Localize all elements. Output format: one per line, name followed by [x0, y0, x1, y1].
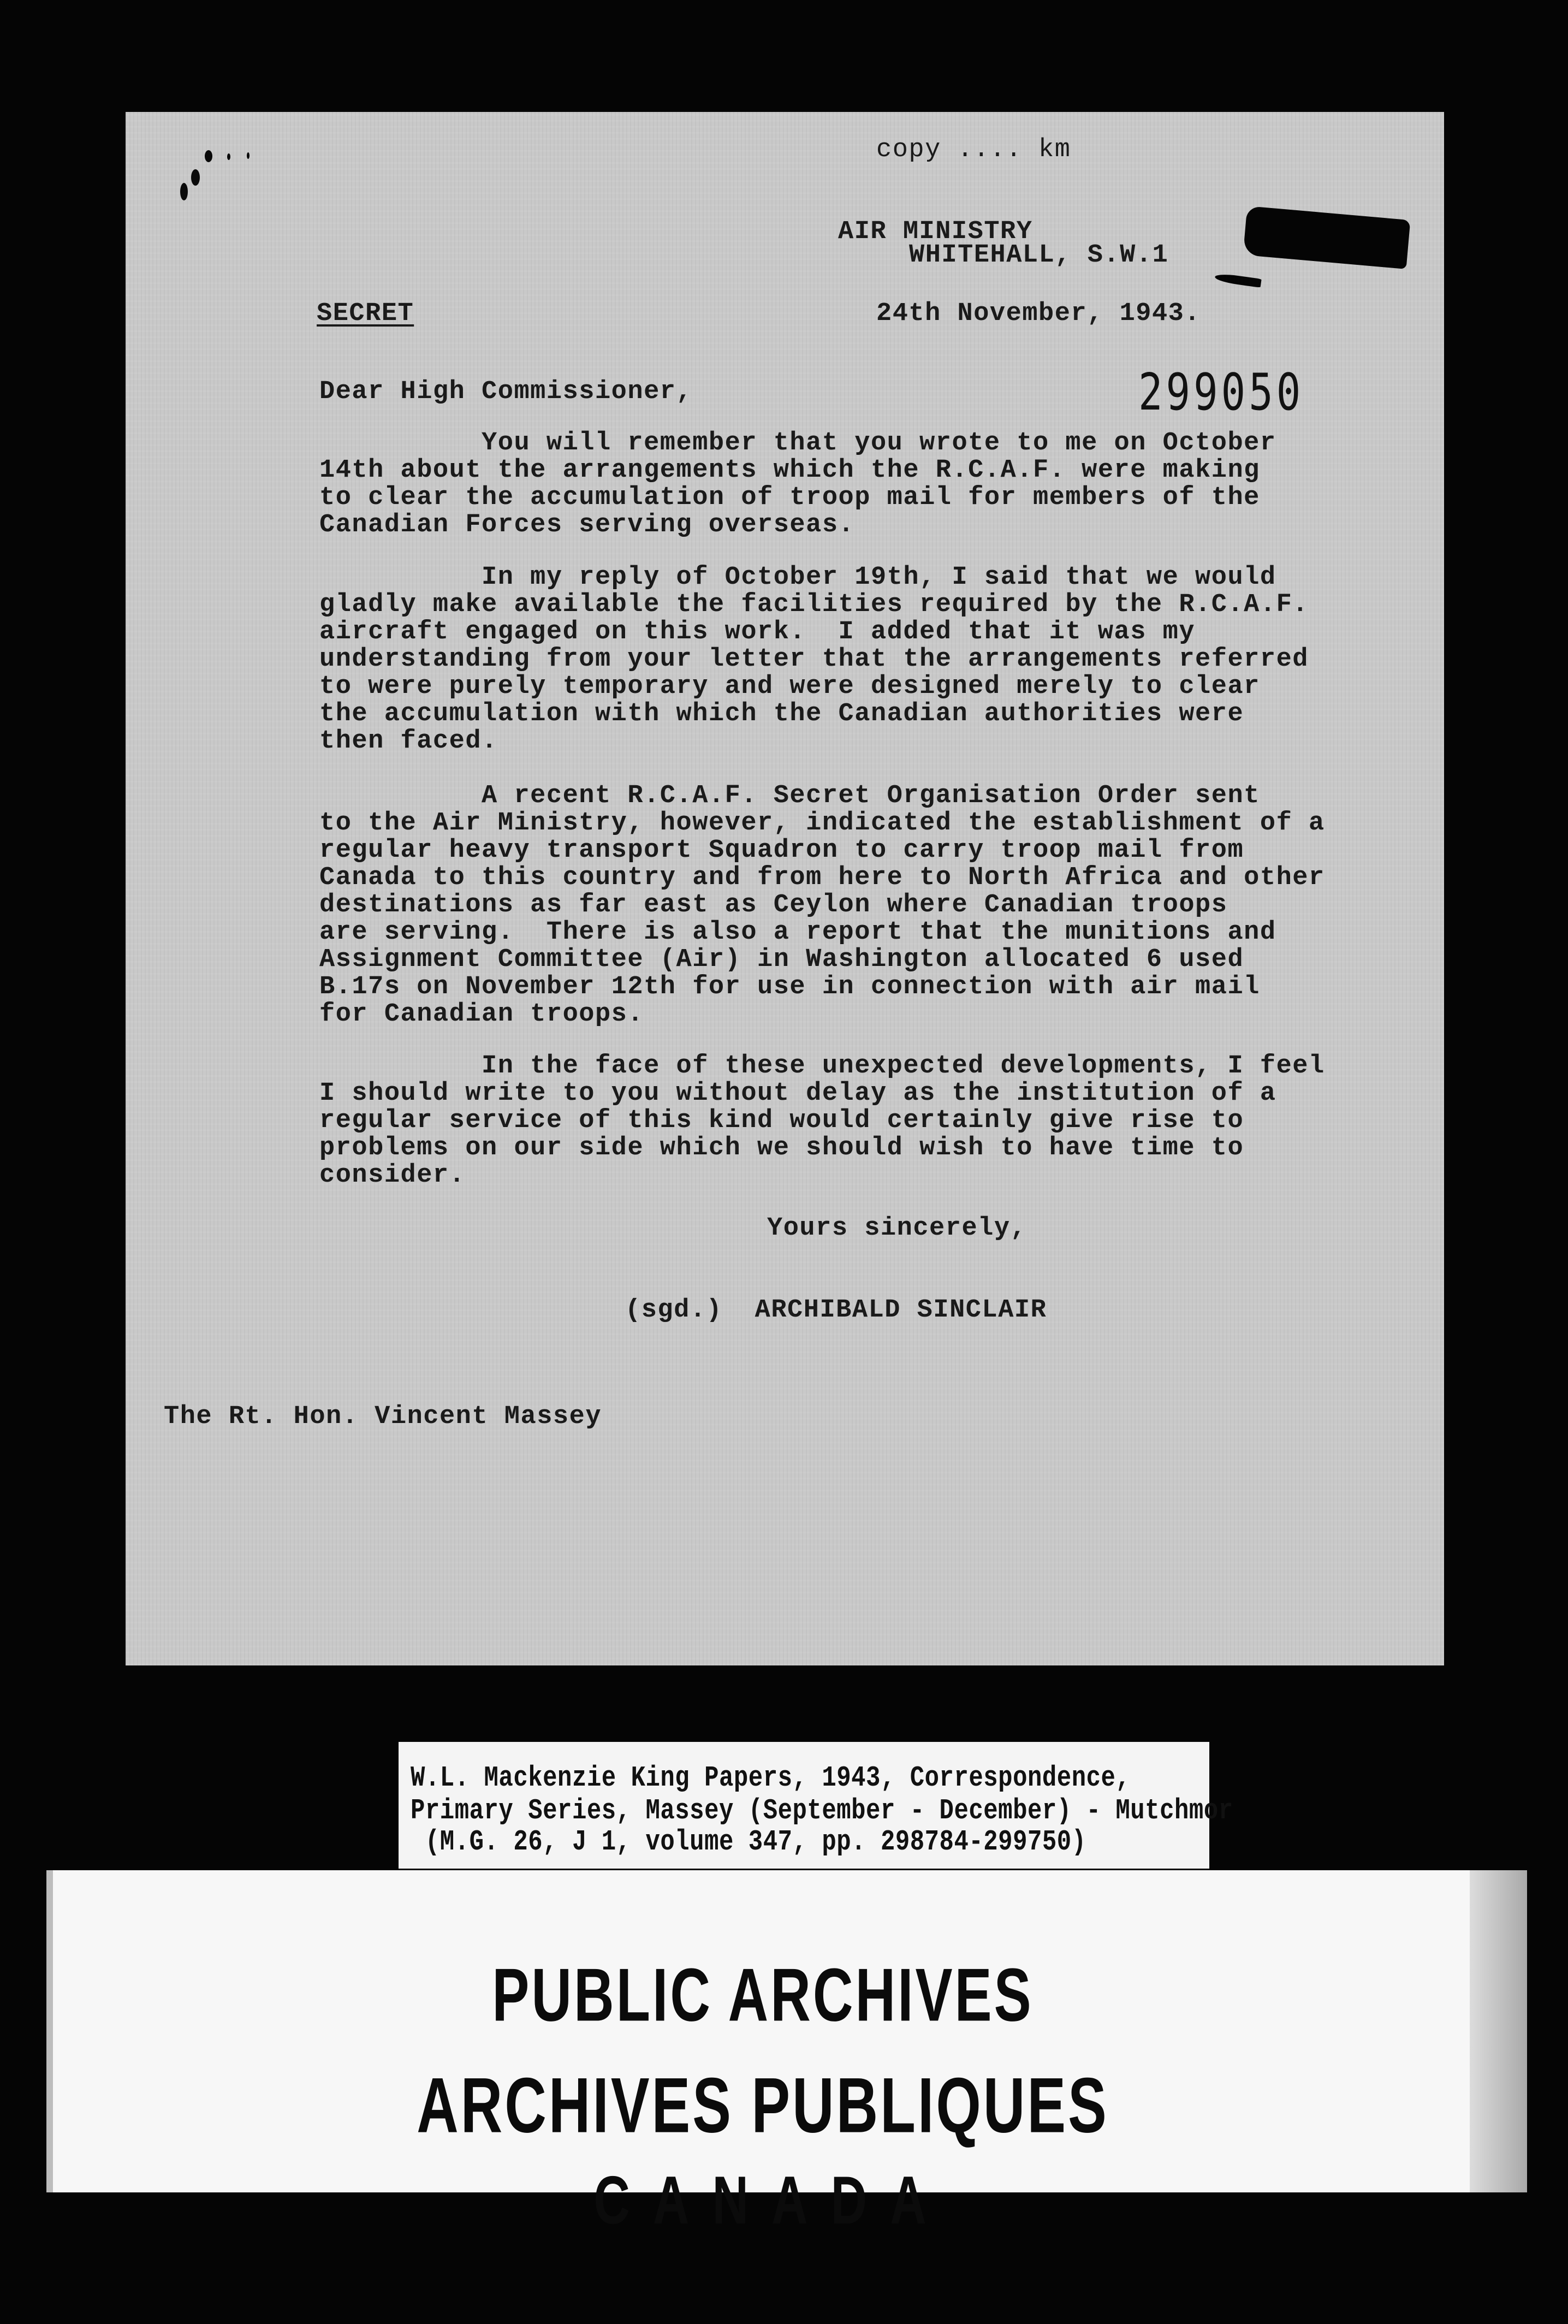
- body-line: destinations as far east as Ceylon where Canadian troops: [319, 891, 1228, 920]
- letter-date: 24th November, 1943.: [876, 299, 1201, 328]
- copy-note: copy .... km: [876, 135, 1071, 164]
- body-line: Canada to this country and from here to North Africa and other: [319, 863, 1325, 892]
- archive-reference-label: [399, 1742, 1233, 1869]
- body-line: 14th about the arrangements which the R.C.A.F. were making: [319, 456, 1260, 485]
- label-line: (M.G. 26, J 1, volume 347, pp. 298784-299750): [411, 1825, 1086, 1859]
- archive-stamp-card: [46, 1870, 1527, 2239]
- folio-number: 299050: [1138, 363, 1304, 422]
- body-line: You will remember that you wrote to me on October: [319, 429, 1276, 458]
- label-line: W.L. Mackenzie King Papers, 1943, Correspondence,: [411, 1762, 1131, 1795]
- salutation: Dear High Commissioner,: [319, 377, 693, 406]
- body-line: understanding from your letter that the arrangements referred: [319, 645, 1309, 674]
- body-line: B.17s on November 12th for use in connection with air mail: [319, 973, 1260, 1001]
- card-edge: [1470, 1870, 1527, 2192]
- body-line: regular service of this kind would certainly give rise to: [319, 1106, 1244, 1135]
- letterhead-line-2: WHITEHALL, S.W.1: [909, 241, 1169, 270]
- signature: (sgd.) ARCHIBALD SINCLAIR: [625, 1296, 1047, 1325]
- ink-mark: [205, 150, 212, 162]
- body-line: to the Air Ministry, however, indicated the establishment of a: [319, 809, 1325, 838]
- body-line: gladly make available the facilities required by the R.C.A.F.: [319, 590, 1309, 619]
- ink-mark: [247, 152, 250, 159]
- letterhead-line-1: AIR MINISTRY: [838, 217, 1033, 246]
- addressee: The Rt. Hon. Vincent Massey: [164, 1402, 602, 1431]
- body-line: to were purely temporary and were designed merely to clear: [319, 672, 1260, 701]
- body-line: are serving. There is also a report that the munitions and: [319, 918, 1276, 947]
- ink-mark: [180, 183, 188, 200]
- body-line: aircraft engaged on this work. I added that it was my: [319, 618, 1196, 647]
- body-line: for Canadian troops.: [319, 1000, 644, 1029]
- body-line: Canadian Forces serving overseas.: [319, 511, 855, 540]
- classification-label: SECRET: [317, 299, 414, 328]
- body-line: A recent R.C.A.F. Secret Organisation Order sent: [319, 781, 1260, 810]
- body-line: problems on our side which we should wish to have time to: [319, 1134, 1244, 1163]
- ink-mark: [227, 153, 230, 160]
- body-line: In my reply of October 19th, I said that we would: [319, 563, 1276, 592]
- stamp-line-country: C A N A D A: [593, 2163, 932, 2239]
- body-line: then faced.: [319, 727, 498, 756]
- body-line: In the face of these unexpected developments, I feel: [319, 1052, 1325, 1081]
- stamp-line-french: ARCHIVES PUBLIQUES: [417, 2062, 1109, 2149]
- body-line: to clear the accumulation of troop mail for members of the: [319, 483, 1260, 512]
- closing: Yours sincerely,: [767, 1214, 1027, 1243]
- letter-page: [126, 112, 1444, 1665]
- ink-mark: [1214, 272, 1261, 288]
- body-line: regular heavy transport Squadron to carry troop mail from: [319, 836, 1244, 865]
- redaction-blot: [1243, 206, 1411, 269]
- body-line: Assignment Committee (Air) in Washington allocated 6 used: [319, 945, 1244, 974]
- label-line: Primary Series, Massey (September - December) - Mutchmor: [411, 1794, 1233, 1828]
- body-line: I should write to you without delay as the institution of a: [319, 1079, 1276, 1108]
- body-line: consider.: [319, 1161, 466, 1190]
- stamp-line-english: PUBLIC ARCHIVES: [492, 1953, 1034, 2037]
- ink-mark: [191, 169, 200, 186]
- body-line: the accumulation with which the Canadian authorities were: [319, 699, 1244, 728]
